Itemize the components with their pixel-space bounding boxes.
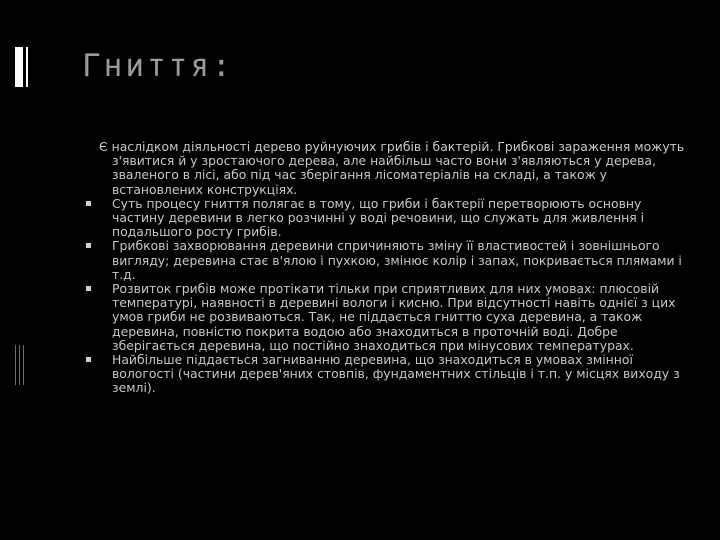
bullet-icon xyxy=(86,201,91,206)
decorative-bar xyxy=(23,345,24,385)
bullet-list xyxy=(86,197,686,396)
bullet-item xyxy=(86,282,686,353)
decorative-bar xyxy=(15,345,16,385)
bullet-text: Розвиток грибів може протікати тільки при сприятливих для них умовах: плюсовій температурі, наявності в деревині вологи і кисню. При відсутності навіть однієї з цих умов гриби не розвиваються. Так, не піддається гниттю суха деревина, а також деревина, повністю покрита водою або знаходиться в проточній воді. Добре зберігається деревина, що постійно знаходиться при мінусових температурах. xyxy=(112,281,676,353)
bullet-item xyxy=(86,197,686,240)
decorative-bar xyxy=(15,47,23,87)
bullet-icon xyxy=(86,286,91,291)
bullet-text: Найбільше піддається загниванню деревина, що знаходиться в умовах змінної вологості (частини дерев'яних стовпів, фундаментних стільців і т.п. у місцях виходу з землі). xyxy=(112,352,680,396)
decorative-bar xyxy=(26,47,28,87)
bullet-item xyxy=(86,353,686,396)
bullet-text: Грибкові захворювання деревини спричиняють зміну її властивостей і зовнішнього вигляду; деревина стає в'ялою і пухкою, змінює колір і запах, покривається плямами і т.д. xyxy=(112,238,682,282)
bullet-text: Суть процесу гниття полягає в тому, що гриби і бактерії перетворюють основну частину деревини в легко розчинні у воді речовини, що служать для живлення і подальшого росту грибів. xyxy=(112,195,645,240)
bullet-icon xyxy=(86,357,91,362)
bullet-item xyxy=(86,239,686,282)
intro-paragraph: Є наслідком діяльності дерево руйнуючих грибів і бактерій. Грибкові зараження можуть з'явитися й у зростаючого дерева, але найбільш часто вони з'являються у дерева, зваленого в лісі, або під час зберігання лісоматеріалів на складі, а також у встановлених конструкціях. xyxy=(99,139,685,197)
slide-title: Гниття: xyxy=(82,48,234,84)
decorative-bar xyxy=(19,345,20,385)
bullet-icon xyxy=(86,243,91,248)
slide-body xyxy=(86,140,686,396)
